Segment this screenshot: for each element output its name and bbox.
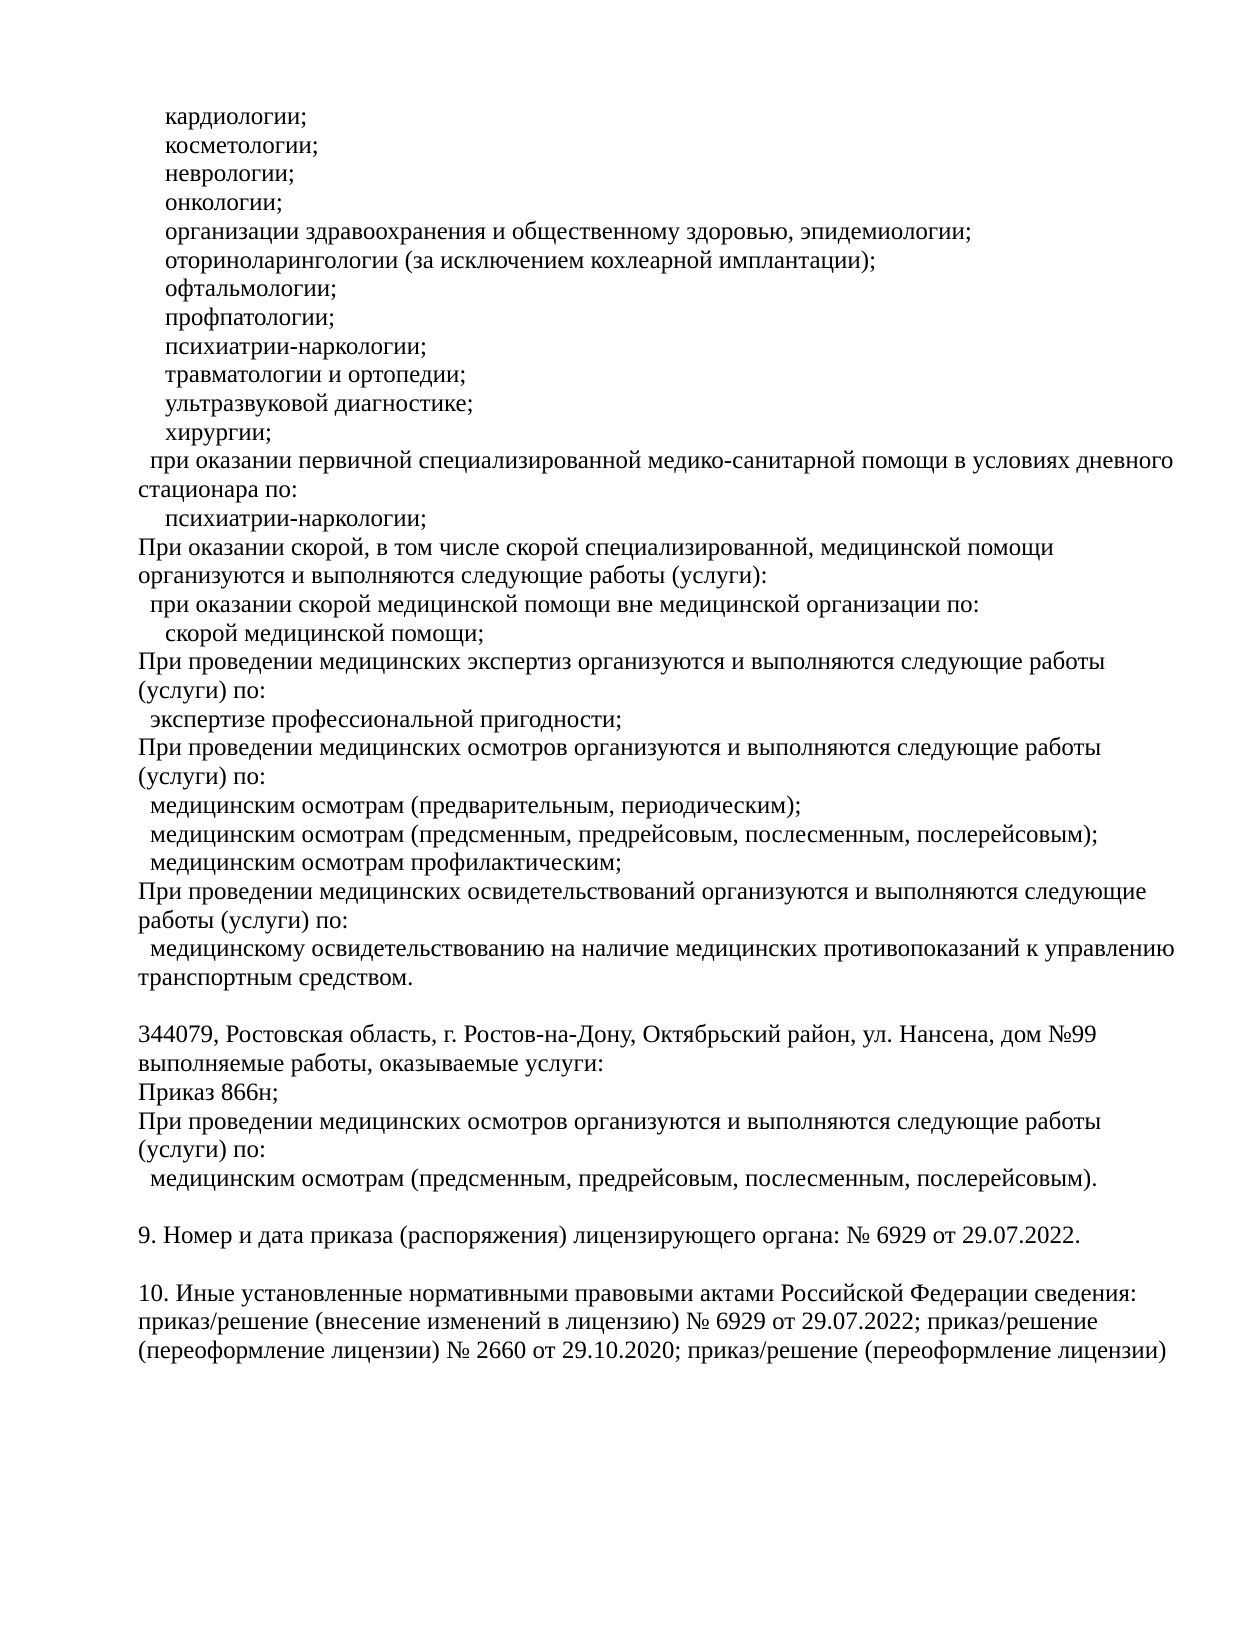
document-line: 344079, Ростовская область, г. Ростов-на-Дону, Октябрьский район, ул. Нансена, дом №99 bbox=[138, 1021, 1097, 1049]
document-line: хирургии; bbox=[165, 418, 273, 446]
document-line: медицинским осмотрам (предсменным, предрейсовым, послесменным, послерейсовым); bbox=[150, 820, 1099, 848]
blank-line bbox=[138, 993, 1125, 1022]
document-line: При проведении медицинских освидетельствований организуются и выполняются следующие bbox=[138, 877, 1147, 905]
document-line: 9. Номер и дата приказа (распоряжения) лицензирующего органа: № 6929 от 29.07.2022. bbox=[138, 1222, 1081, 1250]
document-line: онкологии; bbox=[165, 189, 283, 217]
document-line: Приказ 866н; bbox=[138, 1078, 279, 1106]
document-line: медицинским осмотрам (предсменным, предрейсовым, послесменным, послерейсовым). bbox=[150, 1165, 1098, 1192]
document-line: офтальмологии; bbox=[165, 275, 338, 303]
document-line: психиатрии-наркологии; bbox=[165, 332, 427, 360]
document-line: при оказании первичной специализированной медико-санитарной помощи в условиях дневного bbox=[150, 447, 1174, 475]
blank-line bbox=[138, 1194, 1125, 1223]
document-line: организуются и выполняются следующие работы (услуги): bbox=[138, 562, 768, 590]
document-line: При проведении медицинских экспертиз организуются и выполняются следующие работы bbox=[138, 648, 1106, 676]
document-line: При проведении медицинских осмотров организуются и выполняются следующие работы bbox=[138, 1107, 1102, 1135]
document-line: экспертизе профессиональной пригодности; bbox=[150, 705, 623, 733]
document-line: психиатрии-наркологии; bbox=[165, 504, 427, 532]
document-line: при оказании скорой медицинской помощи вне медицинской организации по: bbox=[150, 590, 980, 618]
document-line: травматологии и ортопедии; bbox=[165, 361, 467, 389]
document-line: (услуги) по: bbox=[138, 1136, 266, 1164]
document-body bbox=[138, 103, 1175, 1366]
document-line: медицинским осмотрам (предварительным, периодическим); bbox=[150, 791, 802, 819]
document-line: оториноларингологии (за исключением кохлеарной имплантации); bbox=[165, 246, 877, 274]
document-line: организации здравоохранения и общественному здоровью, эпидемиологии; bbox=[165, 217, 972, 245]
document-line: При проведении медицинских осмотров организуются и выполняются следующие работы bbox=[138, 734, 1102, 762]
document-line: (услуги) по: bbox=[138, 677, 266, 705]
document-line: неврологии; bbox=[165, 160, 295, 188]
document-line: выполняемые работы, оказываемые услуги: bbox=[138, 1050, 605, 1078]
document-line: 10. Иные установленные нормативными правовыми актами Российской Федерации сведения: bbox=[138, 1279, 1137, 1307]
document-line: скорой медицинской помощи; bbox=[165, 619, 485, 647]
blank-line bbox=[138, 1251, 1125, 1280]
document-line: (переоформление лицензии) № 2660 от 29.10.2020; приказ/решение (переоформление лицензии) bbox=[138, 1337, 1167, 1365]
document-line: стационара по: bbox=[138, 476, 298, 504]
document-line: приказ/решение (внесение изменений в лицензию) № 6929 от 29.07.2022; приказ/решение bbox=[138, 1308, 1098, 1336]
document-line: При оказании скорой, в том числе скорой специализированной, медицинской помощи bbox=[138, 533, 1054, 561]
document-line: (услуги) по: bbox=[138, 763, 266, 791]
document-line: работы (услуги) по: bbox=[138, 906, 349, 934]
document-line: кардиологии; bbox=[165, 103, 308, 130]
document-line: косметологии; bbox=[165, 131, 319, 159]
document-line: транспортным средством. bbox=[138, 964, 414, 992]
document-line: ультразвуковой диагностике; bbox=[165, 390, 474, 418]
document-line: медицинским осмотрам профилактическим; bbox=[150, 849, 622, 877]
document-line: профпатологии; bbox=[165, 303, 336, 331]
document-line: медицинскому освидетельствованию на наличие медицинских противопоказаний к управлению bbox=[150, 935, 1175, 963]
